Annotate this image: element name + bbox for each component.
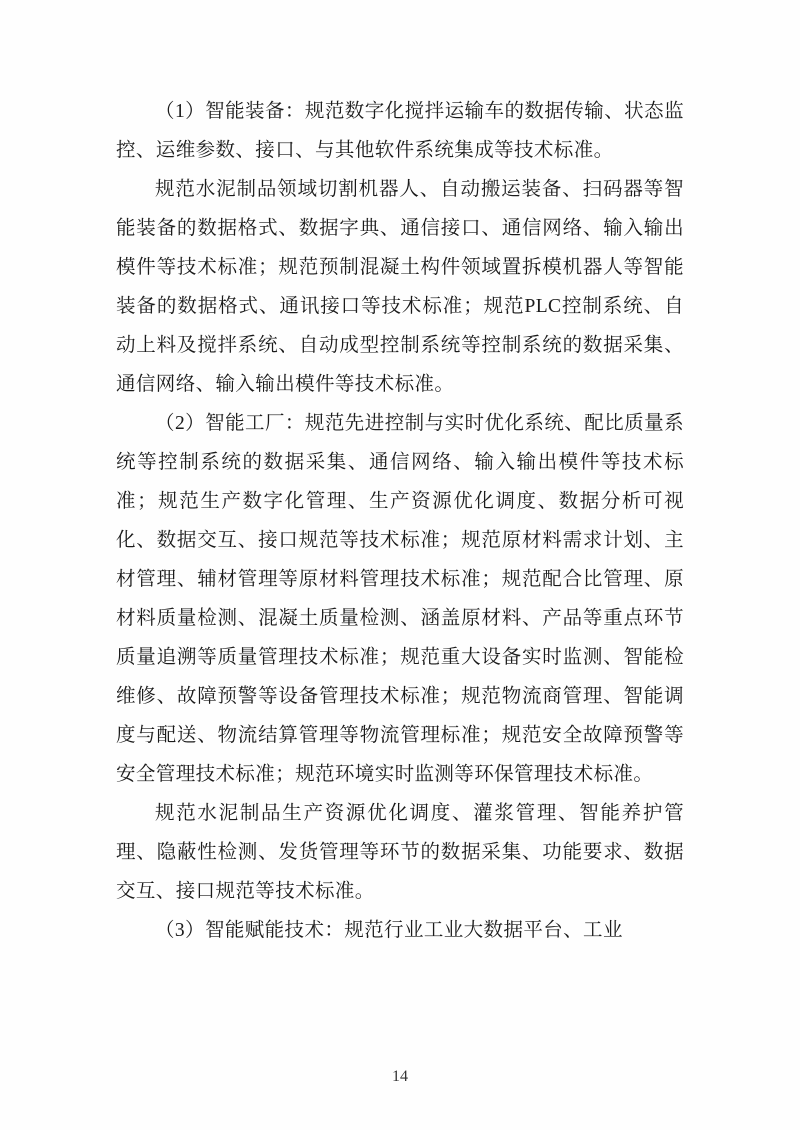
page-body	[116, 92, 684, 950]
paragraph-4: 规范水泥制品生产资源优化调度、灌浆管理、智能养护管理、隐蔽性检测、发货管理等环节的数据采集、功能要求、数据交互、接口规范等技术标准。	[116, 803, 684, 902]
paragraph-5: （3）智能赋能技术：规范行业工业大数据平台、工业	[155, 920, 623, 941]
paragraph-3: （2）智能工厂：规范先进控制与实时优化系统、配比质量系统等控制系统的数据采集、通信网络、输入输出模件等技术标准；规范生产数字化管理、生产资源优化调度、数据分析可视化、数据交互、接口规范等技术标准；规范原材料需求计划、主材管理、辅材管理等原材料管理技术标准；规范配合比管理、原材料质量检测、混凝土质量检测、涵盖原材料、产品等重点环节质量追溯等质量管理技术标准；规范重大设备实时监测、智能检维修、故障预警等设备管理技术标准；规范物流商管理、智能调度与配送、物流结算管理等物流管理标准；规范安全故障预警等安全管理技术标准；规范环境实时监测等环保管理技术标准。	[116, 413, 684, 785]
page-number: 14	[392, 1068, 408, 1085]
paragraph-1: （1）智能装备：规范数字化搅拌运输车的数据传输、状态监控、运维参数、接口、与其他软件系统集成等技术标准。	[116, 101, 684, 161]
paragraph-2: 规范水泥制品领域切割机器人、自动搬运装备、扫码器等智能装备的数据格式、数据字典、通信接口、通信网络、输入输出模件等技术标准；规范预制混凝土构件领域置拆模机器人等智能装备的数据格式、通讯接口等技术标准；规范PLC控制系统、自动上料及搅拌系统、自动成型控制系统等控制系统的数据采集、通信网络、输入输出模件等技术标准。	[116, 179, 684, 395]
